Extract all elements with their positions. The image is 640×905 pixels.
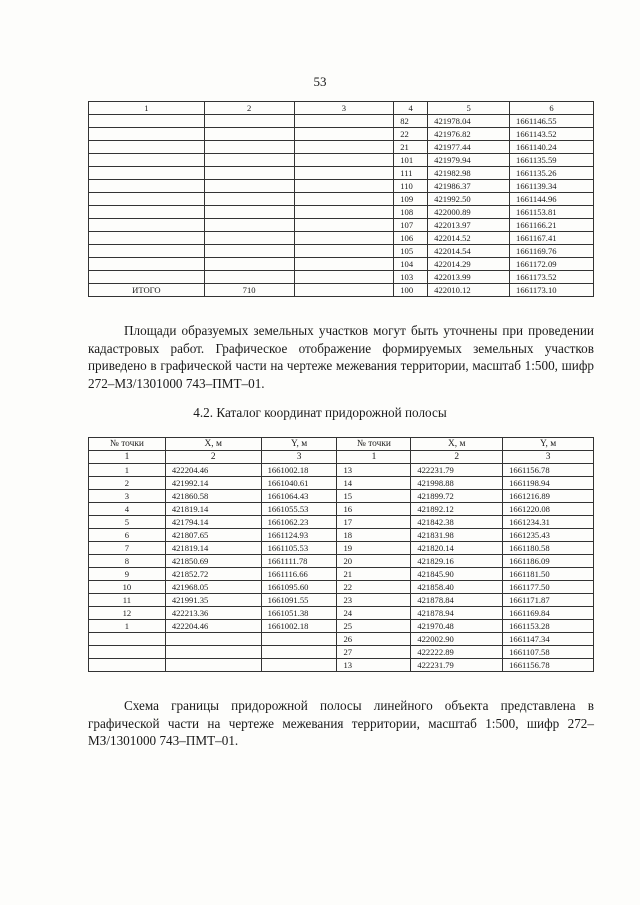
total-label: ИТОГО (89, 284, 205, 297)
table-cell: 16 (337, 503, 411, 516)
table-cell (165, 646, 261, 659)
table-row (89, 141, 594, 154)
table-cell: 422231.79 (411, 659, 503, 672)
table-cell: 1661107.58 (503, 646, 594, 659)
table-row (89, 620, 594, 633)
table-cell: 421982.98 (428, 167, 510, 180)
table-cell: 421858.40 (411, 581, 503, 594)
scheme-note-paragraph (88, 697, 594, 750)
table-row (89, 193, 594, 206)
table-cell (294, 193, 394, 206)
table-cell: 7 (89, 542, 166, 555)
table-cell (204, 271, 294, 284)
column-header: 4 (394, 102, 428, 115)
table-cell: 1661147.34 (503, 633, 594, 646)
table-cell (204, 141, 294, 154)
table-cell: 1661153.81 (510, 206, 594, 219)
table-cell: 1661105.53 (261, 542, 337, 555)
table-row (89, 180, 594, 193)
table-cell (204, 115, 294, 128)
table-cell: 421845.90 (411, 568, 503, 581)
column-header: X, м (411, 438, 503, 451)
table-cell: 1661186.09 (503, 555, 594, 568)
table-cell: 2 (89, 477, 166, 490)
table-cell (89, 128, 205, 141)
table-row (89, 167, 594, 180)
table-row (89, 490, 594, 503)
table-row (89, 477, 594, 490)
table-cell: 1661064.43 (261, 490, 337, 503)
table-cell (89, 659, 166, 672)
table-cell: 27 (337, 646, 411, 659)
table-cell (294, 141, 394, 154)
table-cell: 15 (337, 490, 411, 503)
table-cell: 1661234.31 (503, 516, 594, 529)
table-cell: 4 (89, 503, 166, 516)
table-cell: 421829.16 (411, 555, 503, 568)
table-cell: 1661169.84 (503, 607, 594, 620)
paragraph-text: Схема границы придорожной полосы линейного объекта представлена в графической части на чертеже межевания территории, масштаб 1:500, шифр 272– МЗ/1301000 743–ПМТ–01. (88, 698, 594, 748)
table-cell (294, 128, 394, 141)
table-cell: 103 (394, 271, 428, 284)
table-cell: 1661216.89 (503, 490, 594, 503)
table-row (89, 581, 594, 594)
table-header-row (89, 102, 594, 115)
table-cell (89, 167, 205, 180)
total-value: 710 (204, 284, 294, 297)
table-cell: 422231.79 (411, 464, 503, 477)
table-cell: 11 (89, 594, 166, 607)
table-cell: 101 (394, 154, 428, 167)
roadside-strip-coordinates-table (88, 437, 594, 672)
table-cell: 5 (89, 516, 166, 529)
column-header: № точки (89, 438, 166, 451)
table-cell: 13 (337, 659, 411, 672)
table-row (89, 568, 594, 581)
paragraph-text: Площади образуемых земельных участков могут быть уточнены при проведении кадастровых работ. Графическое отображение формируемых земельных участков приведено в графической части на чертеже межевания территории, масштаб 1:500, шифр 272–МЗ/1301000 743–ПМТ–01. (88, 323, 594, 391)
table-row (89, 206, 594, 219)
table-cell: 421842.38 (411, 516, 503, 529)
table-cell (204, 258, 294, 271)
table-cell: 1661140.24 (510, 141, 594, 154)
table-cell: 421977.44 (428, 141, 510, 154)
table-cell: 1661143.52 (510, 128, 594, 141)
table-cell (89, 219, 205, 232)
table-cell (89, 141, 205, 154)
table-cell: 109 (394, 193, 428, 206)
column-header: 5 (428, 102, 510, 115)
table-cell: 421852.72 (165, 568, 261, 581)
table-cell: 9 (89, 568, 166, 581)
table-row (89, 659, 594, 672)
table-cell: 1661156.78 (503, 464, 594, 477)
table-cell: 421968.05 (165, 581, 261, 594)
table-cell: 422222.89 (411, 646, 503, 659)
column-header: 1 (89, 102, 205, 115)
table-cell: 422000.89 (428, 206, 510, 219)
table-cell: 1 (89, 464, 166, 477)
table-cell: 421899.72 (411, 490, 503, 503)
table-cell: 1661177.50 (503, 581, 594, 594)
column-header: № точки (337, 438, 411, 451)
table-cell (204, 180, 294, 193)
table-cell: 422213.36 (165, 607, 261, 620)
table-cell: 1661220.08 (503, 503, 594, 516)
table-cell: 1661002.18 (261, 620, 337, 633)
table-cell (204, 219, 294, 232)
table-cell: 422014.29 (428, 258, 510, 271)
table-cell: 1661171.87 (503, 594, 594, 607)
table-cell: 1661173.10 (510, 284, 594, 297)
table-cell: 1661124.93 (261, 529, 337, 542)
table-cell: 1661153.28 (503, 620, 594, 633)
table-row (89, 115, 594, 128)
table-cell: 421878.94 (411, 607, 503, 620)
table-cell: 8 (89, 555, 166, 568)
table-cell: 1661051.38 (261, 607, 337, 620)
table-row (89, 633, 594, 646)
table-cell (294, 284, 394, 297)
table-cell (89, 115, 205, 128)
table-cell (261, 646, 337, 659)
column-index: 3 (503, 451, 594, 464)
table-cell: 1661167.41 (510, 232, 594, 245)
table-total-row (89, 284, 594, 297)
table-cell: 1661173.52 (510, 271, 594, 284)
table-cell (294, 271, 394, 284)
table-cell: 23 (337, 594, 411, 607)
table-cell: 421978.04 (428, 115, 510, 128)
table-cell: 111 (394, 167, 428, 180)
table-cell (89, 646, 166, 659)
table-cell: 422013.97 (428, 219, 510, 232)
table-cell: 6 (89, 529, 166, 542)
table-cell: 1661181.50 (503, 568, 594, 581)
table-cell: 421820.14 (411, 542, 503, 555)
table-cell: 421892.12 (411, 503, 503, 516)
table-cell (89, 180, 205, 193)
table-cell: 421970.48 (411, 620, 503, 633)
table-cell: 3 (89, 490, 166, 503)
table-cell: 105 (394, 245, 428, 258)
table-cell (89, 193, 205, 206)
table-cell: 421860.58 (165, 490, 261, 503)
table-cell: 1661146.55 (510, 115, 594, 128)
table-cell: 1661055.53 (261, 503, 337, 516)
table-cell: 13 (337, 464, 411, 477)
table-cell (165, 633, 261, 646)
table-cell: 107 (394, 219, 428, 232)
table-header-row (89, 438, 594, 451)
table-cell (204, 245, 294, 258)
table-cell: 1661139.34 (510, 180, 594, 193)
column-header: Y, м (261, 438, 337, 451)
table-cell: 82 (394, 115, 428, 128)
table-cell (89, 258, 205, 271)
table-cell: 24 (337, 607, 411, 620)
table-cell: 421807.65 (165, 529, 261, 542)
table-cell: 104 (394, 258, 428, 271)
column-header: Y, м (503, 438, 594, 451)
table-cell: 421878.84 (411, 594, 503, 607)
column-index: 1 (89, 451, 166, 464)
table-row (89, 529, 594, 542)
table-row (89, 646, 594, 659)
table-cell: 421992.50 (428, 193, 510, 206)
table-cell (204, 206, 294, 219)
table-cell (294, 219, 394, 232)
column-index: 2 (165, 451, 261, 464)
table-cell (294, 167, 394, 180)
column-header: 6 (510, 102, 594, 115)
table-row (89, 232, 594, 245)
table-cell (204, 232, 294, 245)
table-cell: 421819.14 (165, 542, 261, 555)
table-cell (294, 115, 394, 128)
section-heading: 4.2. Каталог координат придорожной полосы (193, 405, 447, 420)
table-cell (204, 154, 294, 167)
column-header: X, м (165, 438, 261, 451)
table-cell (261, 633, 337, 646)
table-cell: 422204.46 (165, 464, 261, 477)
table-cell: 1661144.96 (510, 193, 594, 206)
land-plots-coordinates-table (88, 101, 594, 297)
table-row (89, 154, 594, 167)
table-row (89, 594, 594, 607)
page-number: 53 (313, 74, 327, 89)
table-cell: 1661062.23 (261, 516, 337, 529)
table-cell: 1 (89, 620, 166, 633)
table-row (89, 503, 594, 516)
table-cell: 1661111.78 (261, 555, 337, 568)
column-header: 2 (204, 102, 294, 115)
table-cell: 422002.90 (411, 633, 503, 646)
table-row (89, 245, 594, 258)
table-cell: 22 (394, 128, 428, 141)
table-cell: 100 (394, 284, 428, 297)
table-cell: 1661166.21 (510, 219, 594, 232)
table-cell: 19 (337, 542, 411, 555)
table-cell: 1661169.76 (510, 245, 594, 258)
table-cell (165, 659, 261, 672)
table-cell: 422013.99 (428, 271, 510, 284)
column-index: 3 (261, 451, 337, 464)
table-cell: 1661002.18 (261, 464, 337, 477)
table-cell: 26 (337, 633, 411, 646)
table-cell: 1661091.55 (261, 594, 337, 607)
table-cell: 421976.82 (428, 128, 510, 141)
table-cell: 422014.54 (428, 245, 510, 258)
column-index: 1 (337, 451, 411, 464)
table-row (89, 555, 594, 568)
table-cell: 14 (337, 477, 411, 490)
table-cell (294, 154, 394, 167)
table-cell (89, 154, 205, 167)
table-cell: 421998.88 (411, 477, 503, 490)
table-cell: 421850.69 (165, 555, 261, 568)
table-cell: 21 (394, 141, 428, 154)
table-cell: 422014.52 (428, 232, 510, 245)
column-index: 2 (411, 451, 503, 464)
table-cell: 1661172.09 (510, 258, 594, 271)
table-cell: 108 (394, 206, 428, 219)
table-cell: 422204.46 (165, 620, 261, 633)
table-cell (89, 271, 205, 284)
table-cell: 1661198.94 (503, 477, 594, 490)
table-cell: 17 (337, 516, 411, 529)
table-cell: 421986.37 (428, 180, 510, 193)
table-cell (89, 206, 205, 219)
table-cell (89, 633, 166, 646)
table-cell (89, 232, 205, 245)
table-cell: 110 (394, 180, 428, 193)
table-cell: 20 (337, 555, 411, 568)
table-cell: 1661180.58 (503, 542, 594, 555)
table-cell: 1661135.26 (510, 167, 594, 180)
table-cell: 421819.14 (165, 503, 261, 516)
table-row (89, 464, 594, 477)
table-row (89, 607, 594, 620)
table-cell (294, 245, 394, 258)
column-header: 3 (294, 102, 394, 115)
table-row (89, 542, 594, 555)
table-cell: 421979.94 (428, 154, 510, 167)
table-cell (204, 167, 294, 180)
table-cell: 1661135.59 (510, 154, 594, 167)
table-index-row (89, 451, 594, 464)
table-cell (294, 206, 394, 219)
table-row (89, 128, 594, 141)
table-cell: 421992.14 (165, 477, 261, 490)
table-cell: 421794.14 (165, 516, 261, 529)
table-cell (204, 193, 294, 206)
table-cell: 422010.12 (428, 284, 510, 297)
table-row (89, 516, 594, 529)
table-row (89, 271, 594, 284)
area-note-paragraph (88, 322, 594, 392)
table-cell: 1661040.61 (261, 477, 337, 490)
table-cell (261, 659, 337, 672)
table-cell: 25 (337, 620, 411, 633)
table-cell: 421831.98 (411, 529, 503, 542)
table-cell: 18 (337, 529, 411, 542)
table-cell: 22 (337, 581, 411, 594)
table-cell (294, 180, 394, 193)
table-cell: 1661156.78 (503, 659, 594, 672)
table-cell: 106 (394, 232, 428, 245)
table-cell: 1661235.43 (503, 529, 594, 542)
table-cell: 421991.35 (165, 594, 261, 607)
table-cell (294, 258, 394, 271)
table-row (89, 219, 594, 232)
table-cell: 1661095.60 (261, 581, 337, 594)
table-cell: 12 (89, 607, 166, 620)
table-cell (204, 128, 294, 141)
table-row (89, 258, 594, 271)
table-cell (294, 232, 394, 245)
table-cell: 1661116.66 (261, 568, 337, 581)
table-cell: 10 (89, 581, 166, 594)
table-cell: 21 (337, 568, 411, 581)
table-cell (89, 245, 205, 258)
